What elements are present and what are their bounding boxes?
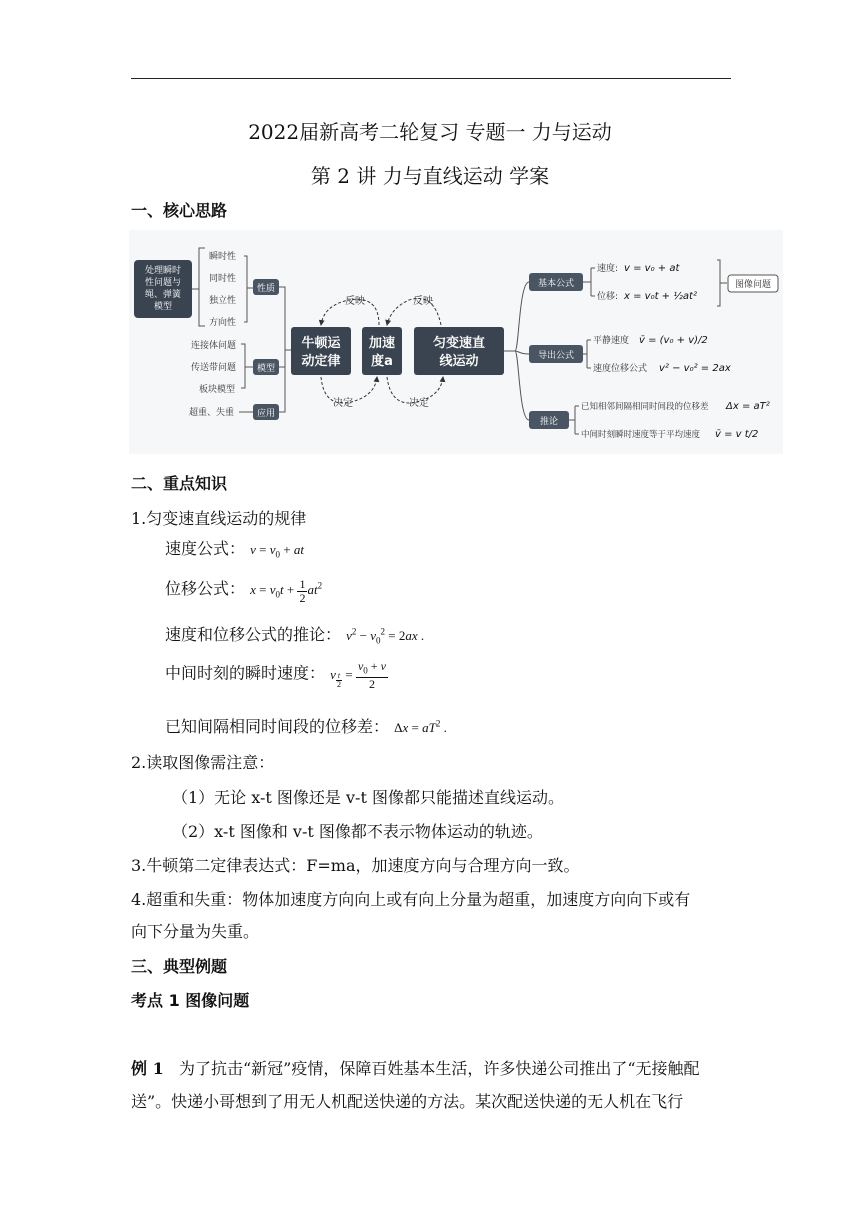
formula-line-corollary — [165, 622, 424, 646]
left-topic-line: 处理瞬时 — [144, 266, 182, 276]
example-1-text-1: 为了抗击“新冠”疫情，保障百姓基本生活，许多快递公司推出了“无接触配 — [178, 1059, 700, 1078]
inference-2-formula: v̄ = v t/2 — [715, 429, 759, 440]
feedback-label: 反映 — [345, 296, 365, 307]
prop-item: 独立性 — [209, 296, 237, 306]
knowledge-1: 1.匀变速直线运动的规律 — [131, 509, 307, 528]
section-heading-3: 三、典型例题 — [131, 957, 228, 976]
model-item: 板块模型 — [199, 385, 236, 395]
formula-line-velocity — [165, 536, 304, 560]
inference-1-formula: Δx = aT² — [726, 401, 770, 412]
left-topic-line: 性问题与 — [144, 278, 182, 288]
displacement-diff-formula: $\Delta x = aT^2$ . — [394, 718, 447, 735]
derived-formula-tag-label: 导出公式 — [537, 351, 575, 361]
example-1-line-2: 送”。快递小哥想到了用无人机配送快递的方法。某次配送快递的无人机在飞行 — [131, 1092, 684, 1111]
decide-label: 决定 — [333, 398, 353, 409]
displacement-formula-label: 位移公式： — [165, 579, 246, 598]
feedback-label: 反映 — [413, 296, 433, 307]
prop-item: 瞬时性 — [209, 252, 237, 262]
decide-label: 决定 — [409, 398, 429, 409]
knowledge-2-item-1: （1）无论 x-t 图像还是 v-t 图像都只能描述直线运动。 — [172, 788, 564, 807]
newton-line: 牛顿运 — [301, 336, 341, 351]
accel-line: 度a — [371, 354, 393, 369]
avg-velocity-formula: v̄ = (v₀ + v)/2 — [639, 335, 708, 346]
knowledge-4-line-1: 4.超重和失重：物体加速度方向向上或有向上分量为超重，加速度方向向下或有 — [131, 890, 691, 909]
uniform-line: 线运动 — [439, 354, 479, 369]
velocity-formula-label: 速度公式： — [165, 539, 246, 558]
basic-displacement-label: 位移: — [597, 292, 619, 302]
basic-formula-tag-label: 基本公式 — [537, 279, 575, 289]
knowledge-2: 2.读取图像需注意： — [131, 753, 275, 772]
page-title: 2022届新高考二轮复习 专题一 力与运动 — [248, 120, 612, 144]
graph-problem-label: 图像问题 — [734, 280, 772, 290]
section-heading-1: 一、核心思路 — [131, 201, 228, 220]
left-topic-line: 模型 — [153, 302, 173, 312]
disp-formula-label: 速度位移公式 — [593, 364, 648, 374]
disp-formula: v² − v₀² = 2ax — [659, 363, 731, 374]
midtime-formula-label: 中间时刻的瞬时速度： — [165, 663, 326, 683]
velocity-formula: $v = v_0$ + at — [250, 542, 304, 560]
avg-velocity-label: 平静速度 — [593, 336, 630, 346]
displacement-diff-label: 已知间隔相同时间段的位移差： — [165, 717, 390, 736]
newton-line: 动定律 — [301, 354, 341, 369]
example-1-label: 例 1 — [131, 1059, 164, 1078]
model-item: 传送带问题 — [191, 363, 237, 373]
mind-map — [129, 230, 783, 454]
knowledge-2-item-2: （2）x-t 图像和 v-t 图像都不表示物体运动的轨迹。 — [172, 822, 543, 841]
knowledge-4-line-2: 向下分量为失重。 — [131, 922, 260, 941]
inference-1: 已知相邻间隔相同时间段的位移差 — [581, 402, 709, 412]
formula-line-displacement-diff — [165, 714, 447, 737]
example-1-line-1 — [131, 1056, 700, 1079]
basic-displacement-formula: x = v₀t + ½at² — [624, 291, 697, 302]
basic-velocity-label: 速度: — [597, 264, 619, 274]
inference-2: 中间时刻瞬时速度等于平均速度 — [581, 430, 701, 440]
uniform-line: 匀变速直 — [432, 336, 486, 351]
page-subtitle: 第 2 讲 力与直线运动 学案 — [310, 164, 550, 188]
accel-line: 加速 — [368, 336, 396, 351]
inference-tag-label: 推论 — [539, 417, 559, 427]
left-topic-line: 绳、弹簧 — [144, 290, 182, 300]
header-rule — [131, 78, 731, 79]
model-item: 连接体问题 — [191, 341, 237, 351]
section-heading-2: 二、重点知识 — [131, 474, 228, 493]
knowledge-3: 3.牛顿第二定律表达式：F=ma，加速度方向与合理方向一致。 — [131, 856, 580, 875]
app-item: 超重、失重 — [189, 408, 235, 418]
formula-line-displacement — [165, 576, 322, 605]
midtime-formula: v $_{\frac{t}{2}}$ = $\frac{v_0 + v}{2}$ — [330, 659, 386, 692]
basic-velocity-formula: v = v₀ + at — [624, 263, 680, 274]
prop-item: 同时性 — [209, 274, 237, 284]
prop-item: 方向性 — [209, 318, 237, 328]
displacement-formula: $x = v_0t$ + $\frac{1}{2}$ $at^2$ — [250, 576, 323, 605]
formula-line-midtime — [165, 660, 388, 691]
props-tag-label: 性质 — [256, 284, 276, 294]
key-point-1-heading: 考点 1 图像问题 — [131, 991, 250, 1010]
models-tag-label: 模型 — [256, 364, 276, 374]
apps-tag-label: 应用 — [256, 409, 276, 419]
corollary-formula: $v^2 - v_0^2 = 2ax$ . — [346, 626, 425, 646]
corollary-formula-label: 速度和位移公式的推论： — [165, 625, 342, 644]
